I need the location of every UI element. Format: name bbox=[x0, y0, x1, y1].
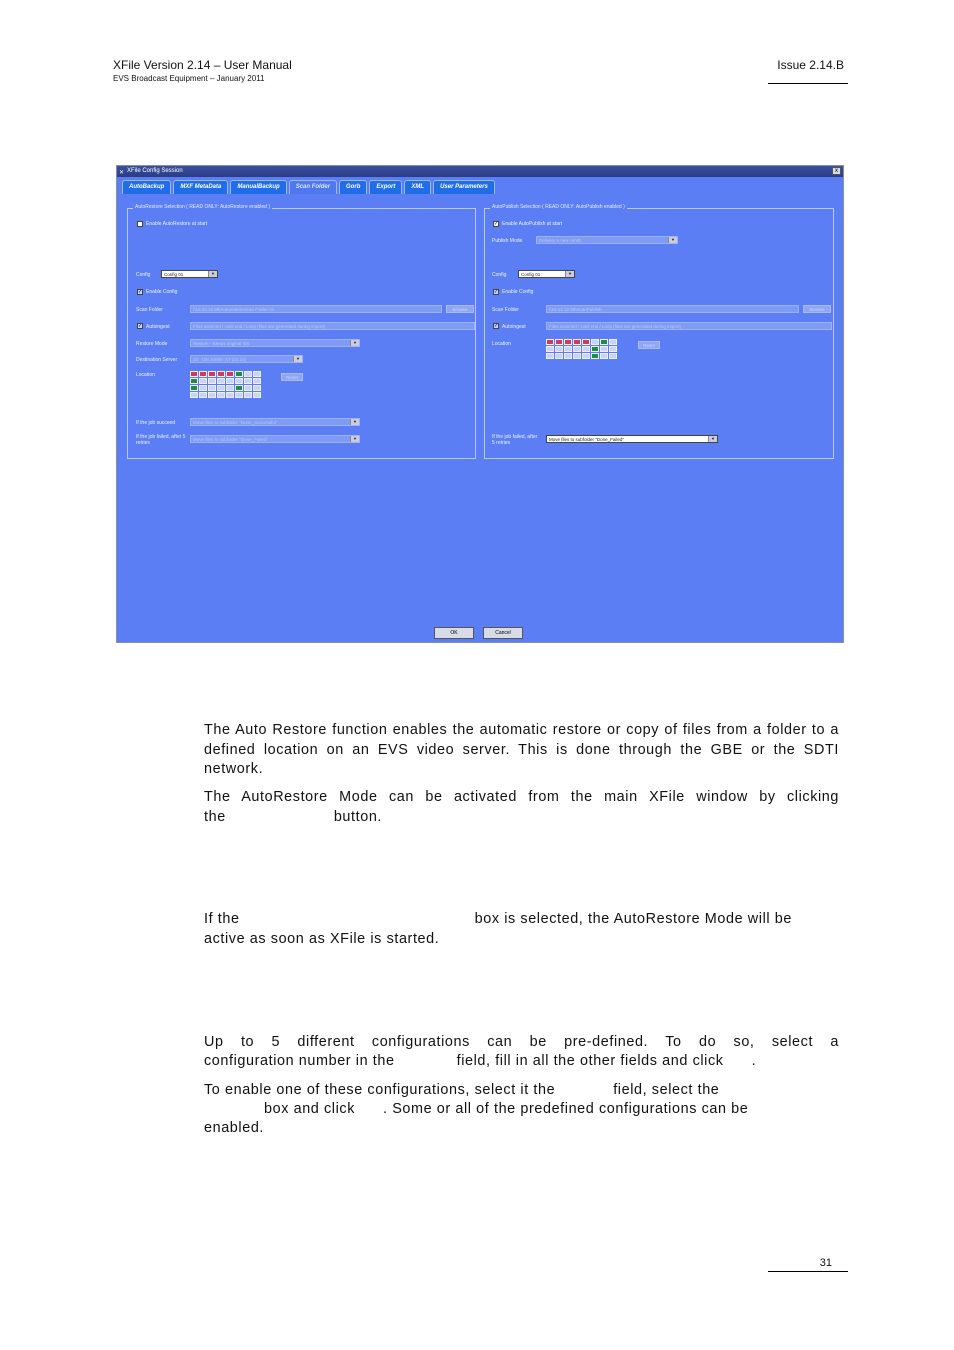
config-label: Config bbox=[136, 272, 151, 278]
paragraph-config-line1: Up to 5 different configurations can be pre-defined. To do so, select a bbox=[204, 1034, 839, 1050]
job-failed-label: If the job failed, after 5 retries bbox=[136, 434, 186, 446]
location-label: Location bbox=[492, 341, 511, 347]
chevron-down-icon: ▼ bbox=[350, 436, 359, 442]
enable-autorestore-label: Enable AutoRestore at start bbox=[146, 221, 208, 227]
text-box-selected: box is selected, the AutoRestore Mode will be bbox=[474, 911, 792, 927]
paragraph-start-line2: active as soon as XFile is started. bbox=[204, 931, 440, 947]
job-failed-select[interactable] bbox=[546, 435, 718, 443]
config-select[interactable] bbox=[518, 270, 575, 278]
browse-button[interactable]: Browse bbox=[446, 305, 474, 313]
paragraph-start-line1 bbox=[204, 910, 839, 930]
scan-folder-field[interactable]: \\10.12.12.98\AutorestoreScan Folder 01 bbox=[190, 305, 442, 313]
tab-scan-folder[interactable]: Scan Folder bbox=[289, 180, 337, 194]
reset-button[interactable]: Reset bbox=[638, 341, 660, 349]
chevron-down-icon: ▼ bbox=[708, 436, 717, 442]
location-grid[interactable] bbox=[190, 371, 261, 398]
paragraph-activation-line2 bbox=[204, 808, 839, 828]
tab-xml[interactable]: XML bbox=[404, 180, 431, 194]
text-predefined: . Some or all of the predefined configurations can be bbox=[383, 1101, 749, 1117]
paragraph-enable-line2 bbox=[204, 1100, 839, 1120]
destination-server-select[interactable] bbox=[190, 355, 303, 363]
autorestore-panel bbox=[127, 204, 476, 459]
job-failed-select[interactable] bbox=[190, 435, 360, 443]
autorestore-legend: AutoRestore Selection ( READ ONLY: AutoRestore enabled ) bbox=[135, 204, 270, 210]
enable-config-checkbox[interactable]: ✓ bbox=[494, 289, 499, 295]
text-period: . bbox=[751, 1053, 757, 1069]
job-failed-value: Move files to subfolder "Done_Failed" bbox=[193, 437, 268, 442]
reset-button[interactable]: Reset bbox=[281, 373, 303, 381]
scan-folder-label: Scan Folder bbox=[492, 307, 519, 313]
config-value: Config 01 bbox=[164, 272, 184, 277]
chevron-down-icon: ▼ bbox=[208, 271, 217, 277]
scan-folder-label: Scan Folder bbox=[136, 307, 163, 313]
document-subtitle: EVS Broadcast Equipment – January 2011 bbox=[113, 74, 265, 83]
chevron-down-icon: ▼ bbox=[565, 271, 574, 277]
text-config-number: configuration number in the bbox=[204, 1053, 395, 1069]
text-if-the: If the bbox=[204, 911, 240, 927]
location-label: Location bbox=[136, 372, 155, 378]
job-succeed-label: If the job succeed bbox=[136, 420, 176, 426]
tab-export[interactable]: Export bbox=[369, 180, 402, 194]
job-succeed-select[interactable] bbox=[190, 418, 360, 426]
issue-number: Issue 2.14.B bbox=[777, 58, 844, 72]
enable-autorestore-checkbox[interactable] bbox=[137, 221, 143, 227]
browse-button[interactable]: Browse bbox=[803, 305, 831, 313]
config-select[interactable] bbox=[161, 270, 218, 278]
autoingest-label: Autoingest bbox=[146, 324, 170, 330]
scan-folder-field[interactable]: \\10.12.12.38\ScanPublish bbox=[546, 305, 799, 313]
text-field-select: field, select the bbox=[613, 1082, 720, 1098]
tab-autobackup[interactable]: AutoBackup bbox=[122, 180, 171, 194]
tab-mxf-metadata[interactable]: MXF MetaData bbox=[173, 180, 228, 194]
footer-rule bbox=[768, 1271, 848, 1272]
destination-server-value: 10 - ON 20000: XT (23.10) bbox=[193, 357, 247, 362]
location-grid[interactable] bbox=[546, 339, 617, 359]
enable-autopublish-label: Enable AutoPublish at start bbox=[502, 221, 563, 227]
ok-button[interactable]: OK bbox=[434, 627, 474, 639]
paragraph-enable-line3: enabled. bbox=[204, 1120, 265, 1136]
tab-manualbackup[interactable]: ManualBackup bbox=[230, 180, 286, 194]
enable-autopublish-checkbox[interactable]: ✓ bbox=[494, 221, 499, 227]
paragraph-intro: The Auto Restore function enables the automatic restore or copy of files from a folder to a defined location on an EVS video server. This is done through the GBE or the SDTI network. bbox=[204, 722, 839, 777]
enable-config-label: Enable Config bbox=[502, 289, 534, 295]
document-title: XFile Version 2.14 – User Manual bbox=[113, 58, 292, 72]
chevron-down-icon: ▼ bbox=[350, 340, 359, 346]
job-succeed-value: Move files to subfolder "Done_Successful" bbox=[193, 420, 278, 425]
tab-user-parameters[interactable]: User Parameters bbox=[433, 180, 495, 194]
publish-mode-select[interactable] bbox=[536, 236, 678, 244]
autoingest-field[interactable]: Files scanned / Until end / Loop (files are generated during import) bbox=[546, 322, 832, 330]
paragraph-activation-line1: The AutoRestore Mode can be activated from the main XFile window by clicking bbox=[204, 789, 839, 805]
config-window-screenshot bbox=[116, 165, 844, 643]
tab-bar bbox=[122, 180, 495, 194]
autoingest-field[interactable]: Files scanned / Until end / Loop (files are generated during import) bbox=[190, 322, 475, 330]
config-value: Config 01 bbox=[521, 272, 541, 277]
autopublish-panel bbox=[484, 204, 834, 459]
page-number: 31 bbox=[819, 1257, 832, 1269]
autoingest-checkbox[interactable]: ✓ bbox=[494, 323, 499, 329]
enable-config-label: Enable Config bbox=[146, 289, 178, 295]
header-rule bbox=[768, 83, 848, 84]
enable-config-checkbox[interactable]: ✓ bbox=[138, 289, 143, 295]
paragraph-enable-line1 bbox=[204, 1081, 839, 1101]
text-fill-fields: field, fill in all the other fields and click bbox=[456, 1053, 724, 1069]
text-enable-select: To enable one of these configurations, select it the bbox=[204, 1082, 556, 1098]
cancel-button[interactable]: Cancel bbox=[483, 627, 523, 639]
close-icon[interactable]: x bbox=[832, 167, 841, 175]
tab-gorb[interactable]: Gorb bbox=[339, 180, 367, 194]
app-icon: ✕ bbox=[119, 170, 125, 176]
window-titlebar bbox=[117, 166, 843, 177]
config-label: Config bbox=[492, 272, 507, 278]
restore-mode-label: Restore Mode bbox=[136, 341, 168, 347]
text-button: button. bbox=[333, 809, 383, 825]
destination-server-label: Destination Server bbox=[136, 357, 178, 363]
chevron-down-icon: ▼ bbox=[668, 237, 677, 243]
autoingest-label: Autoingest bbox=[502, 324, 526, 330]
autoingest-checkbox[interactable]: ✓ bbox=[138, 323, 143, 329]
restore-mode-value: Restore - Keeps original IDs bbox=[193, 341, 250, 346]
chevron-down-icon: ▼ bbox=[350, 419, 359, 425]
restore-mode-select[interactable] bbox=[190, 339, 360, 347]
text-box-click: box and click bbox=[264, 1101, 355, 1117]
job-failed-label: If the job failed, after 5 retries bbox=[492, 434, 538, 446]
text-the: the bbox=[204, 809, 226, 825]
autopublish-legend: AutoPublish Selection ( READ ONLY: AutoPublish enabled ) bbox=[492, 204, 625, 210]
publish-mode-label: Publish Mode bbox=[492, 238, 523, 244]
paragraph-config-line2 bbox=[204, 1052, 839, 1072]
job-failed-value: Move files to subfolder "Done_Failed" bbox=[549, 437, 624, 442]
publish-mode-value: Delivery a new UmID bbox=[539, 238, 582, 243]
window-title: XFile Config Session bbox=[127, 168, 183, 174]
chevron-down-icon: ▼ bbox=[293, 356, 302, 362]
